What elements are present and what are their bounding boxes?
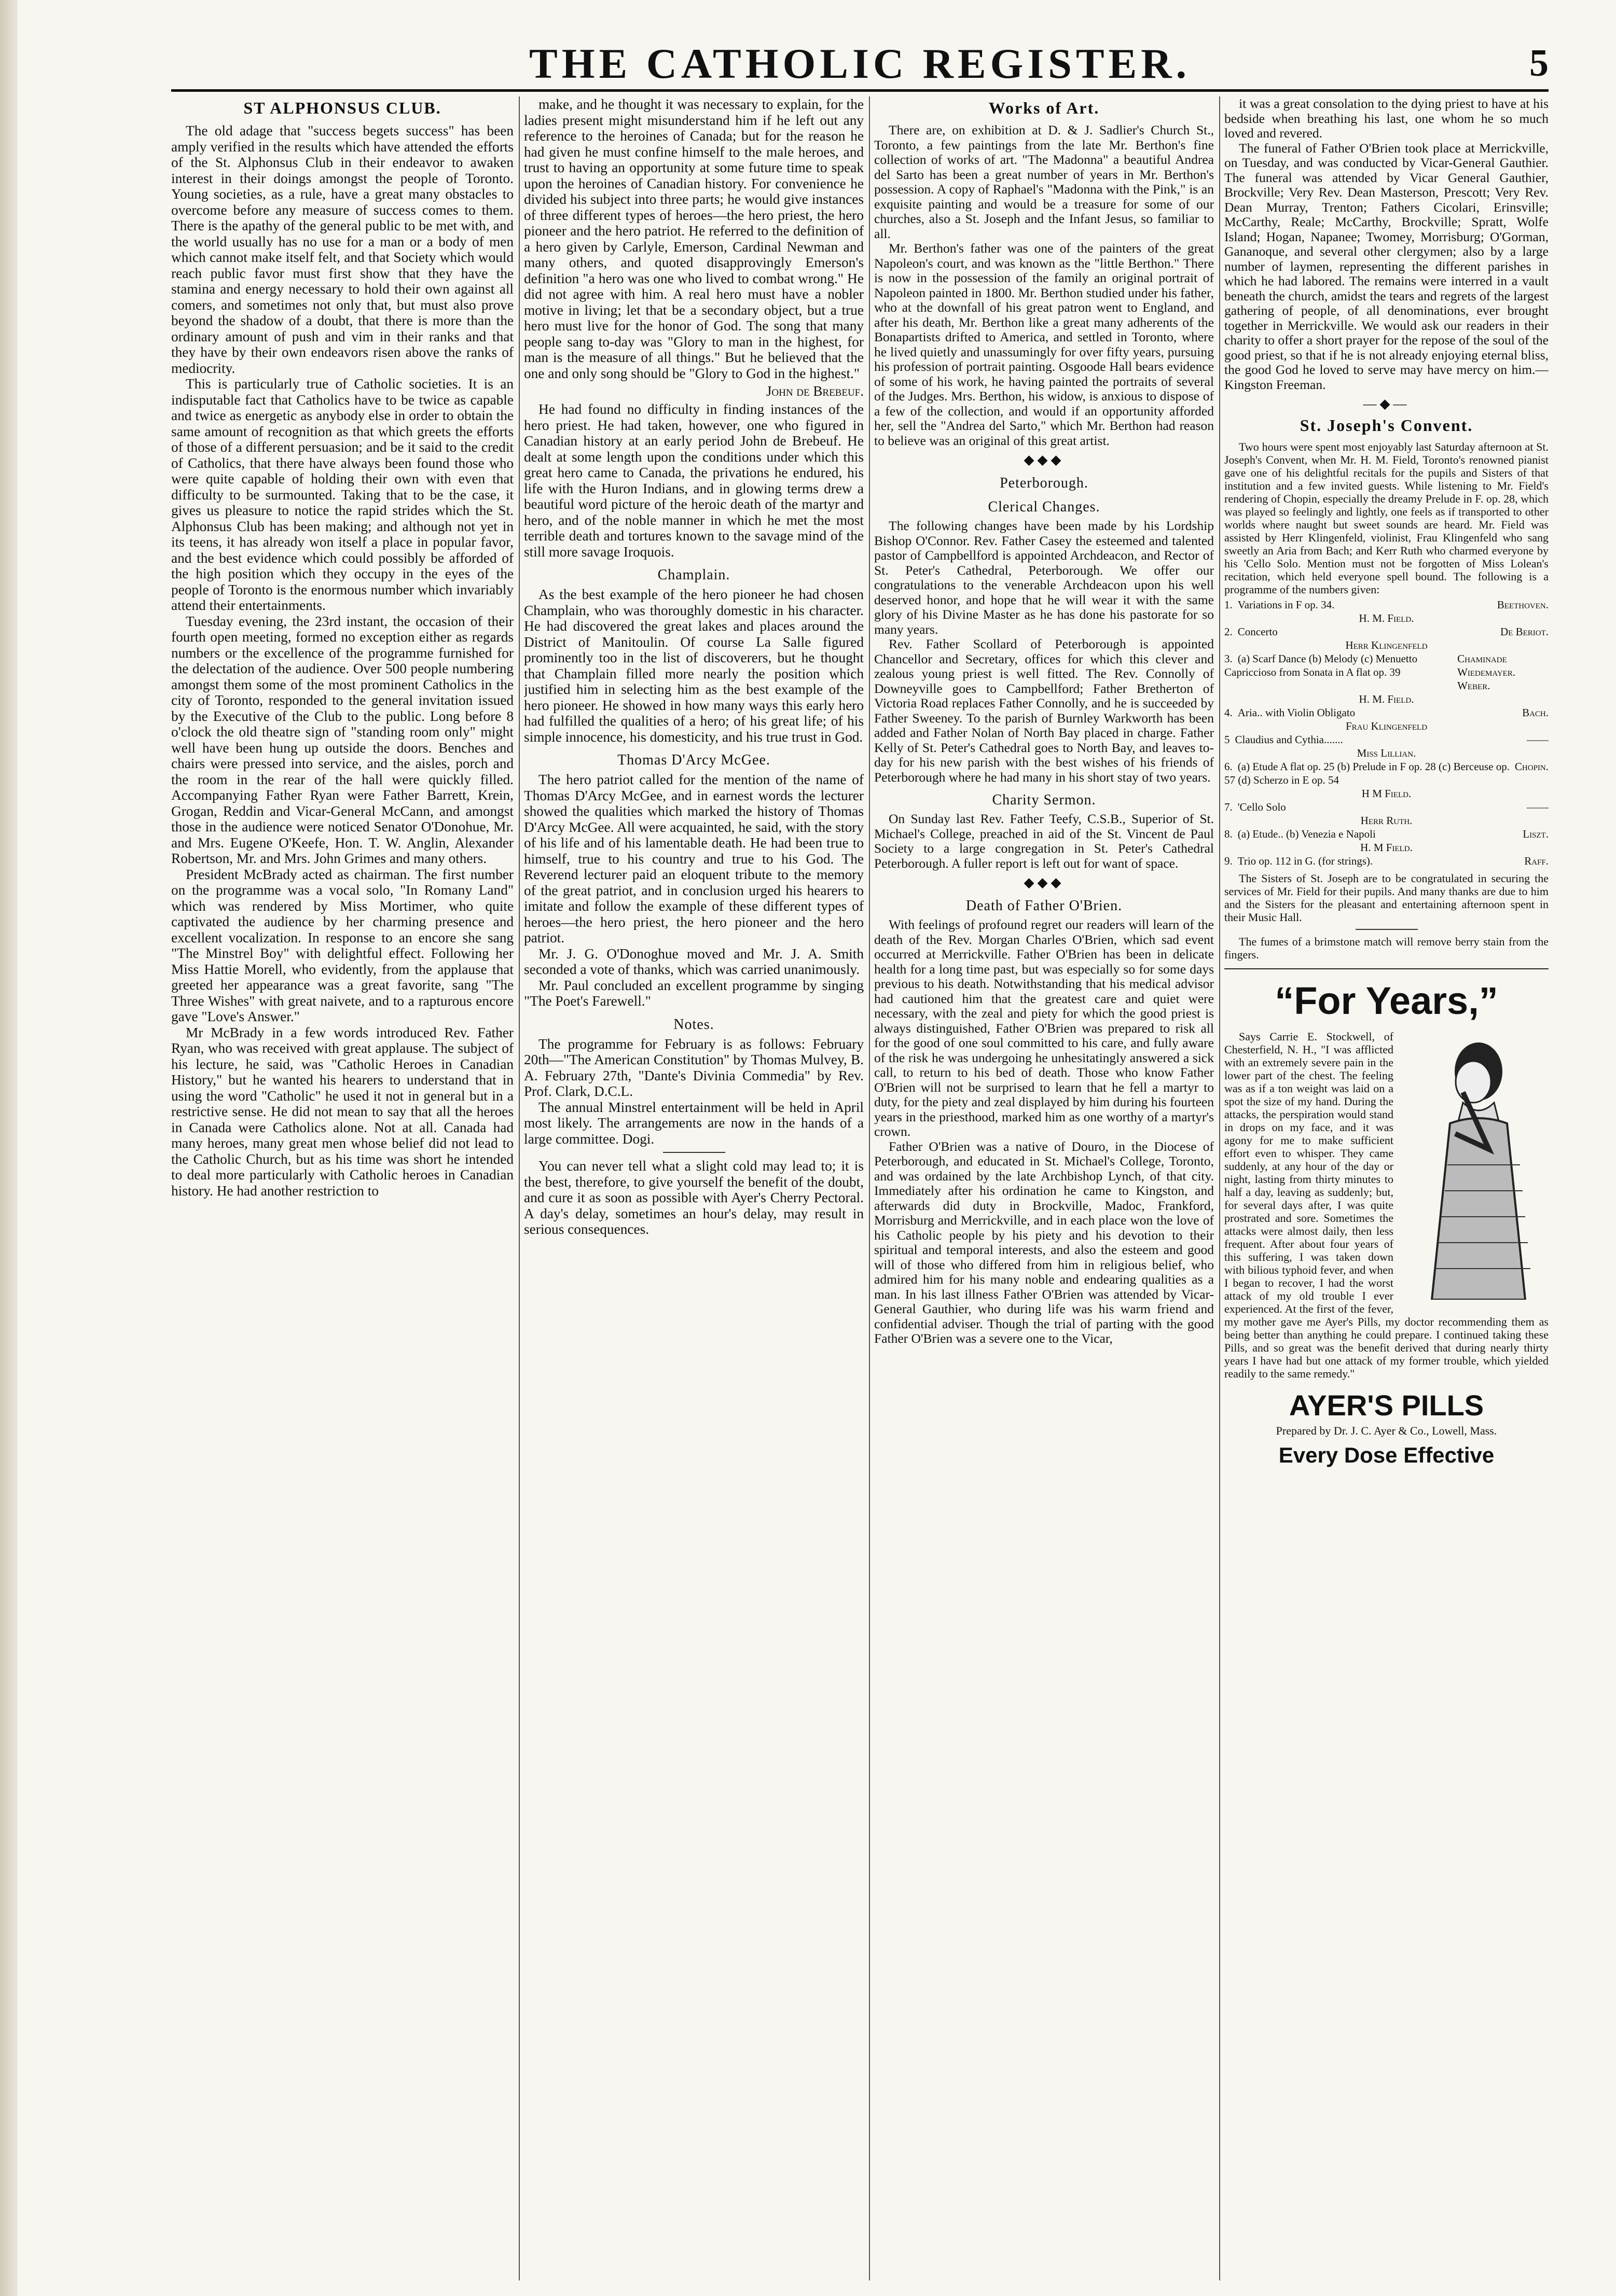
programme-piece: 'Cello Solo xyxy=(1237,801,1286,813)
concert-programme xyxy=(1224,598,1549,868)
programme-piece: Variations in F op. 34. xyxy=(1237,599,1335,611)
section-heading: Thomas D'Arcy McGee. xyxy=(617,752,770,768)
article-paragraph: The following changes have been made by his Lordship Bishop O'Connor. Rev. Father Casey the esteemed and talented pastor of Campbellford is appointed Archdeacon, and Rector of St. Peter's Cathedral, Peterborough. We offer our congratulations to the venerable Archdeacon upon his well deserved honor, and hope that he will wear it with the same glory of his Divine Master as he has done his pastorate for so many years. xyxy=(874,518,1214,637)
programme-performer: H. M. Field. xyxy=(1359,612,1414,624)
article-heading: Works of Art. xyxy=(988,99,1100,117)
programme-item xyxy=(1224,598,1549,625)
programme-piece: Claudius and Cythia....... xyxy=(1235,733,1343,746)
section-heading: Clerical Changes. xyxy=(988,499,1100,515)
programme-item xyxy=(1224,625,1549,652)
page-number: 5 xyxy=(1529,42,1549,85)
divider xyxy=(1356,929,1418,930)
article-paragraph: You can never tell what a slight cold may lead to; it is the best, therefore, to give yourself the benefit of the doubt, and cure it as soon as possible with Ayer's Cherry Pectoral. A day's delay, sometimes an hour's delay, may result in serious consequences. xyxy=(524,1158,864,1237)
programme-composer: De Beriot. xyxy=(1500,625,1549,638)
programme-piece: (a) Scarf Dance (b) Melody (c) Menuetto Capriccioso from Sonata in A flat op. 39 xyxy=(1224,652,1418,678)
programme-piece: Concerto xyxy=(1237,625,1278,638)
programme-composer: Chaminade Wiedemayer. Weber. xyxy=(1457,652,1516,692)
column-rule xyxy=(519,96,520,2280)
programme-number: 7. xyxy=(1224,801,1233,813)
programme-item xyxy=(1224,652,1549,706)
column-1 xyxy=(171,96,514,2280)
programme-piece: (a) Etude A flat op. 25 (b) Prelude in F op. 28 (c) Berceuse op. 57 (d) Scherzo in E op. 54 xyxy=(1224,760,1510,786)
programme-performer: H. M Field. xyxy=(1360,841,1413,854)
article-paragraph: The annual Minstrel entertainment will be held in April most likely. The arrangements are now in the hands of a large committee. Dogi. xyxy=(524,1099,864,1147)
programme-item xyxy=(1224,760,1549,800)
section-heading: Peterborough. xyxy=(1000,475,1088,491)
article-paragraph: Tuesday evening, the 23rd instant, the occasion of their fourth open meeting, formed no exception either as regards numbers or the excellence of the programme furnished for the delectation of the audience. Over 500 people numbering amongst them some of the most prominent Catholics in the city of Toronto, responded to the general invitation issued by the Executive of the Club to the public. Long before 8 o'clock the old theatre sign of "standing room only" might well have been hung up outside the doors. Benches and chairs were pressed into service, and the aisles, porch and the room in the rear of the hall were quickly filled. Accompanying Father Ryan were Father Barrett, Krein, Grogan, Reddin and Vicar-General McCann, and amongst those in the audience were noticed Senator O'Donohue, Mr. and Mrs. Eugene O'Keefe, Hon. T. W. Anglin, Alexander Robertson, Mr. and Mrs. John Grimes and many others. xyxy=(171,613,514,866)
ornament-separator: —◆— xyxy=(1363,396,1410,411)
programme-item xyxy=(1224,827,1549,854)
programme-item xyxy=(1224,854,1549,868)
programme-performer: Miss Lillian. xyxy=(1357,747,1416,759)
programme-composer: —— xyxy=(1527,733,1549,746)
article-paragraph: Mr McBrady in a few words introduced Rev. Father Ryan, who was received with great applause. The subject of his lecture, he said, was "Catholic Heroes in Canadian History," but he wanted his hearers to understand that in using the word "Catholic" he used it not in general but in a restrictive sense. He did not mean to say that all the heroes in Canada were Catholics alone. Not at all. Canada had many heroes, many great men whose belief did not lead to the Catholic Church, but as his time was short he intended to deal more particularly with Catholic heroes in Canadian history. He had another restriction to xyxy=(171,1024,514,1199)
section-heading: Champlain. xyxy=(657,567,730,583)
ad-testimonial: Says Carrie E. Stockwell, of Chesterfield, N. H., "I was afflicted with an extremely severe pain in the lower part of the chest. The feeling was as if a ton weight was laid on a spot the size of my hand. During the attacks, the perspiration would stand in drops on my face, and it was agony for me to make sufficient effort even to whisper. They came suddenly, at any hour of the day or night, lasting from thirty minutes to half a day, leaving as suddenly; but, for several days after, I was quite prostrated and sore. Sometimes the attacks were almost daily, then less frequent. After about four years of this suffering, I was taken down with bilious typhoid fever, and when I began to recover, I had the worst attack of my old trouble I ever experienced. At the first of the fever, my mother gave me Ayer's Pills, my doctor recommending them as being better than anything he could prepare. I continued taking these Pills, and so great was the benefit derived that during nearly thirty years I have had but one attack of my former trouble, which yielded readily to the same remedy." xyxy=(1224,1030,1549,1380)
article-paragraph: Father O'Brien was a native of Douro, in the Diocese of Peterborough, and educated in St. Michael's College, Toronto, and was ordained by the late Archbishop Lynch, of that city. Immediately after his ordination he came to Kingston, and afterwards did duty in Brockville, Madoc, Frankford, Morrisburg and Merrickville, and in each place won the love of his Catholic people by his piety and his devotion to their spiritual and temporal interests, and also the esteem and good will of those who differed from him in religious belief, who admired him for his many noble and endearing qualities as a man. In his last illness Father O'Brien was attended by Vicar-General Gauthier, who during life was his warm friend and confidential adviser. Though the trial of parting with the good Father O'Brien was a severe one to the Vicar, xyxy=(874,1138,1214,1346)
article-paragraph: Mr. J. G. O'Donoghue moved and Mr. J. A. Smith seconded a vote of thanks, which was carried unanimously. xyxy=(524,945,864,977)
masthead xyxy=(171,37,1549,92)
article-paragraph: As the best example of the hero pioneer he had chosen Champlain, who was thoroughly domestic in his character. He had discovered the great lakes and places around the District of Manitoulin. Of course La Salle figured prominently too in the list of discoverers, but he thought that Champlain filled more nearly the position which justified him in selecting him as the best example of the hero pioneer. He showed in how many ways this early hero had fulfilled the qualities of a hero; of his great life; of his simple innocence, his domesticity, and his true trust in God. xyxy=(524,587,864,745)
programme-performer: H M Field. xyxy=(1361,787,1412,800)
section-heading: Death of Father O'Brien. xyxy=(965,898,1123,914)
programme-performer: H. M. Field. xyxy=(1359,693,1414,705)
programme-item xyxy=(1224,800,1549,827)
article-paragraph: Mr. Berthon's father was one of the painters of the great Napoleon's court, and was known as the "little Berthon." There is now in the possession of the family an original portrait of Napoleon painted in 1800. Mr. Berthon studied under his father, who at the downfall of his great patron went to England, and after his death, Mr. Berthon like a great many adherents of the Bonapartists drifted to America, and settled in Toronto, where he lived quietly and unassumingly for over fifty years, pursuing his profession of portrait painting. Osgoode Hall bears evidence of some of his work, he having painted the portraits of several of the Judges. Mrs. Berthon, his widow, is anxious to dispose of a few of the collection, and would if an opportunity afforded her, sell the "Andrea del Sarto," which Mr. Berthon had reason to believe was an original of this great artist. xyxy=(874,241,1214,448)
ad-tagline: Every Dose Effective xyxy=(1278,1443,1495,1467)
column-rule xyxy=(869,96,870,2280)
article-paragraph: The old adage that "success begets success" has been amply verified in the results which have attended the efforts of the St. Alphonsus Club in their endeavor to awaken interest in their doings amongst the people of Toronto. Young societies, as a rule, have a great many obstacles to overcome before any measure of success comes to them. There is the apathy of the general public to be met with, and the world usually has no use for a man or a body of men which cannot make itself felt, and that Society which would reach public favor must first show that they have the stamina and energy necessary to hold their own against all comers, and sometimes not only that, but must also prove beyond the shadow of a doubt, that there is more than the ordinary amount of push and vim in their ranks and that they have by their own endeavors risen above the ranks of mediocrity. xyxy=(171,123,514,376)
programme-composer: Bach. xyxy=(1522,706,1549,719)
article-paragraph: Rev. Father Scollard of Peterborough is appointed Chancellor and Secretary, offices for which this clever and zealous young priest is well fitted. The Rev. Connolly of Downeyville goes to Campbellford; Father Bretherton of Victoria Road replaces Father Connolly, and he is succeeded by Father Sweeney. To the parish of Burnley Warkworth has been added and Father Nolan of North Bay placed in charge. Father Kelly of St. Peter's Cathedral goes to North Bay, and leaves to-day for his new parish with the best wishes of his friends of Peterborough where he had many in his short stay of two years. xyxy=(874,636,1214,785)
article-heading-st-josephs-convent: St. Joseph's Convent. xyxy=(1300,416,1473,435)
article-paragraph: This is particularly true of Catholic societies. It is an indisputable fact that Catholics have to be twice as capable and twice as energetic as anybody else in order to obtain the same amount of recognition as that which greets the efforts of those of a different persuasion; and be it said to the credit of Catholics, that there have always been found those who were quite capable of holding their own with even that difficulty to be surmounted. Taking that to be the case, it gives us pleasure to notice the rapid strides which the St. Alphonsus Club has been making; and although not yet in its teens, it has already won itself a place in popular favor, and the best evidence which could possibly be afforded of the high position which they occupy in the eyes of the people of Toronto is the enormous number which invariably attend their entertainments. xyxy=(171,376,514,613)
programme-composer: Beethoven. xyxy=(1497,599,1549,611)
article-paragraph: make, and he thought it was necessary to explain, for the ladies present might misunderstand him if he left out any reference to the heroines of Canada; but for the reason he had given he must confine himself to the male heroes, and trust to having an opportunity at some future time to speak upon the heroines of Canadian history. For convenience he divided his subject into three parts; he would give instances of three different types of heroes—the hero priest, the hero pioneer and the hero patriot. He referred to the definition of a hero given by Carlyle, Emerson, Cardinal Newman and many others, and quoted disapprovingly Emerson's definition "a hero was one who lived to combat wrong." He did not agree with him. A real hero must have a nobler motive in living; let that be a secondary object, but a true hero must live for the honor of God. The song that many people sang to-day was "Glory to man in the highest, for man is the measure of all things." But he believed that the one and only song should be "Glory to God in the highest." xyxy=(524,96,864,381)
article-paragraph: There are, on exhibition at D. & J. Sadlier's Church St., Toronto, a few paintings from the late Mr. Berthon's fine collection of works of art. "The Madonna" a beautiful Andrea del Sarto has been a great number of years in Mr. Berthon's possession. A copy of Raphael's "Madonna with the Pink," is an exquisite painting and would be a treasure for some of our churches, also a St. Joseph and the Infant Jesus, so familiar to all. xyxy=(874,122,1214,241)
convent-intro: Two hours were spent most enjoyably last Saturday afternoon at St. Joseph's Convent, when Mr. H. M. Field, Toronto's renowned pianist gave one of his delightful recitals for the pupils and Sisters of that institution and a few invited guests. While listening to Mr. Field's rendering of Chopin, especially the dreamy Prelude in F. op. 28, which was played so feelingly and lightly, one feels as if transported to other worlds where naught but sweet sounds are heard. Mr. Field was assisted by Herr Klingenfeld, violinist, Frau Klingenfeld who sang sweetly an Aria from Bach; and Kerr Ruth who charmed everyone by his 'Cello Solo. Mention must not be forgotten of Miss Lolean's recitation, which held everyone spell bound. The following is a programme of the numbers given: xyxy=(1224,440,1549,596)
ornament-separator: ◆◆◆ xyxy=(1024,452,1065,467)
programme-number: 3. xyxy=(1224,652,1233,665)
column-rule xyxy=(1219,96,1220,2280)
divider xyxy=(663,1152,725,1153)
ornament-separator: ◆◆◆ xyxy=(1024,875,1065,890)
ayers-pills-advertisement xyxy=(1224,968,1549,1468)
section-heading: Notes. xyxy=(673,1016,714,1033)
column-3 xyxy=(874,96,1214,2280)
ad-maker: Prepared by Dr. J. C. Ayer & Co., Lowell, Mass. xyxy=(1276,1424,1497,1437)
column-4 xyxy=(1224,96,1549,2280)
article-paragraph: The funeral of Father O'Brien took place at Merrickville, on Tuesday, and was conducted by Vicar-General Gauthier. The funeral was attended by Vicar General Gauthier, Brockville; Very Rev. Dean Masterson, Prescott; Very Rev. Dean Murray, Trenton; Fathers Cicolari, Erinsville; McCarthy, Reale; McCarthy, Brockville; Spratt, Wolfe Island; Hogan, Napanee; Twomey, Morrisburg; O'Gorman, Gananoque, and several other clergymen; also by a large number of laymen, representing the different parishes in which he had labored. The remains were interred in a vault beneath the church, amidst the tears and regrets of the largest gathering of people, of all denominations, ever brought together in Merrickville. We would ask our readers in their charity to offer a short prayer for the repose of the soul of the good priest, so that if he is not already enjoying eternal bliss, the good God he loved to serve may have mercy on him.—Kingston Freeman. xyxy=(1224,140,1549,392)
ad-brand: AYER'S PILLS xyxy=(1289,1389,1484,1422)
convent-closing: The Sisters of St. Joseph are to be congratulated in securing the services of Mr. Field for their pupils. And many thanks are due to him and the Sisters for the pleasant and entertaining afternoon spent in their Music Hall. xyxy=(1224,872,1549,924)
column-2 xyxy=(524,96,864,2280)
programme-composer: —— xyxy=(1527,801,1549,813)
programme-performer: Frau Klingenfeld xyxy=(1345,720,1428,732)
ad-headline: “For Years,” xyxy=(1275,979,1498,1022)
programme-performer: Herr Ruth. xyxy=(1360,814,1413,827)
programme-composer: Chopin. xyxy=(1514,760,1549,773)
woman-illustration-icon xyxy=(1401,1030,1549,1300)
section-heading: Charity Sermon. xyxy=(992,792,1096,808)
programme-number: 9. xyxy=(1224,855,1233,867)
programme-composer: Raff. xyxy=(1524,855,1549,867)
programme-number: 6. xyxy=(1224,760,1233,773)
programme-item xyxy=(1224,706,1549,733)
article-paragraph: The programme for February is as follows: February 20th—"The American Constitution" by Thomas Mulvey, B. A. February 27th, "Dante's Divinia Commedia" by Rev. Prof. Clark, D.C.L. xyxy=(524,1036,864,1099)
article-paragraph: it was a great consolation to the dying priest to have at his bedside when breathing his last, one whom he so much loved and revered. xyxy=(1224,96,1549,141)
funeral-article xyxy=(1224,96,1549,392)
article-paragraph: With feelings of profound regret our readers will learn of the death of the Rev. Morgan Charles O'Brien, which sad event occurred at Merrickville. Father O'Brien has been in delicate health for a long time past, but was especially so for some days previous to his death. Notwithstanding that his medical advisor had cautioned him that the greatest care and quiet were necessary, with the zeal and piety for which the good priest is always distinguished, Father O'Brien was prepared to risk all for the good of one soul committed to his care, and fully aware of the risk he was undergoing he unhesitatingly answered a sick call, to return to his bed of death. Those who know Father O'Brien will not be surprised to learn that he fell a martyr to duty, for the piety and zeal displayed by him during his fourteen years in the priesthood, marked him as one worthy of a martyr's crown. xyxy=(874,917,1214,1139)
programme-number: 8. xyxy=(1224,828,1233,840)
masthead-title: THE CATHOLIC REGISTER. xyxy=(529,40,1191,87)
programme-number: 5 xyxy=(1224,733,1230,746)
programme-piece: (a) Etude.. (b) Venezia e Napoli xyxy=(1237,828,1376,840)
article-paragraph: On Sunday last Rev. Father Teefy, C.S.B., Superior of St. Michael's College, preached in aid of the St. Vincent de Paul Society to a large congregation in St. Peter's Cathedral Peterborough. A fuller report is left out for want of space. xyxy=(874,811,1214,871)
page-binding-edge xyxy=(0,0,18,2296)
programme-number: 2. xyxy=(1224,625,1233,638)
programme-number: 1. xyxy=(1224,599,1233,611)
section-signature: John de Brebeuf. xyxy=(766,383,864,399)
programme-composer: Liszt. xyxy=(1523,828,1549,840)
programme-number: 4. xyxy=(1224,706,1233,719)
article-paragraph: He had found no difficulty in finding instances of the hero priest. He had taken, however, one who figured in Canadian history at an early period John de Brebeuf. He dealt at some length upon the conditions under which this great hero came to Canada, the privations he endured, his life with the Huron Indians, and in glowing terms drew a beautiful word picture of the heroic death of the martyr and hero, and of the noble manner in which he met the most terrible death and tortures known to the savage mind of the still more savage Iroquois. xyxy=(524,401,864,560)
article-paragraph: President McBrady acted as chairman. The first number on the programme was a vocal solo, "In Romany Land" which was rendered by Miss Mortimer, who quite captivated the audience by her charming presence and excellent vocalization. In response to an encore she sang "The Minstrel Boy" with delightful effect. Following her Miss Hattie Morell, who evidently, from the applause that greeted her appearance was a great favorite, sang "The Three Wishes" with great naivete, and to a rapturous encore gave "Love's Answer." xyxy=(171,866,514,1024)
brimstone-note: The fumes of a brimstone match will remove berry stain from the fingers. xyxy=(1224,935,1549,961)
programme-piece: Trio op. 112 in G. (for strings). xyxy=(1237,855,1373,867)
article-heading-st-alphonsus-club: ST ALPHONSUS CLUB. xyxy=(243,99,441,117)
programme-piece: Aria.. with Violin Obligato xyxy=(1237,706,1356,719)
programme-item xyxy=(1224,733,1549,760)
article-paragraph: Mr. Paul concluded an excellent programme by singing "The Poet's Farewell." xyxy=(524,977,864,1009)
article-paragraph: The hero patriot called for the mention of the name of Thomas D'Arcy McGee, and in earnest words the lecturer showed the qualities which marked the history of Thomas D'Arcy McGee. All were acquainted, he said, with the story of his life and of his lamentable death. He had been true to himself, true to his country and true to his God. The Reverend lecturer paid an eloquent tribute to the memory of the great patriot, and in conclusion urged his hearers to imitate and follow the example of these different types of heroes—the hero priest, the hero pioneer and the hero patriot. xyxy=(524,772,864,945)
programme-performer: Herr Klingenfeld xyxy=(1345,639,1428,651)
